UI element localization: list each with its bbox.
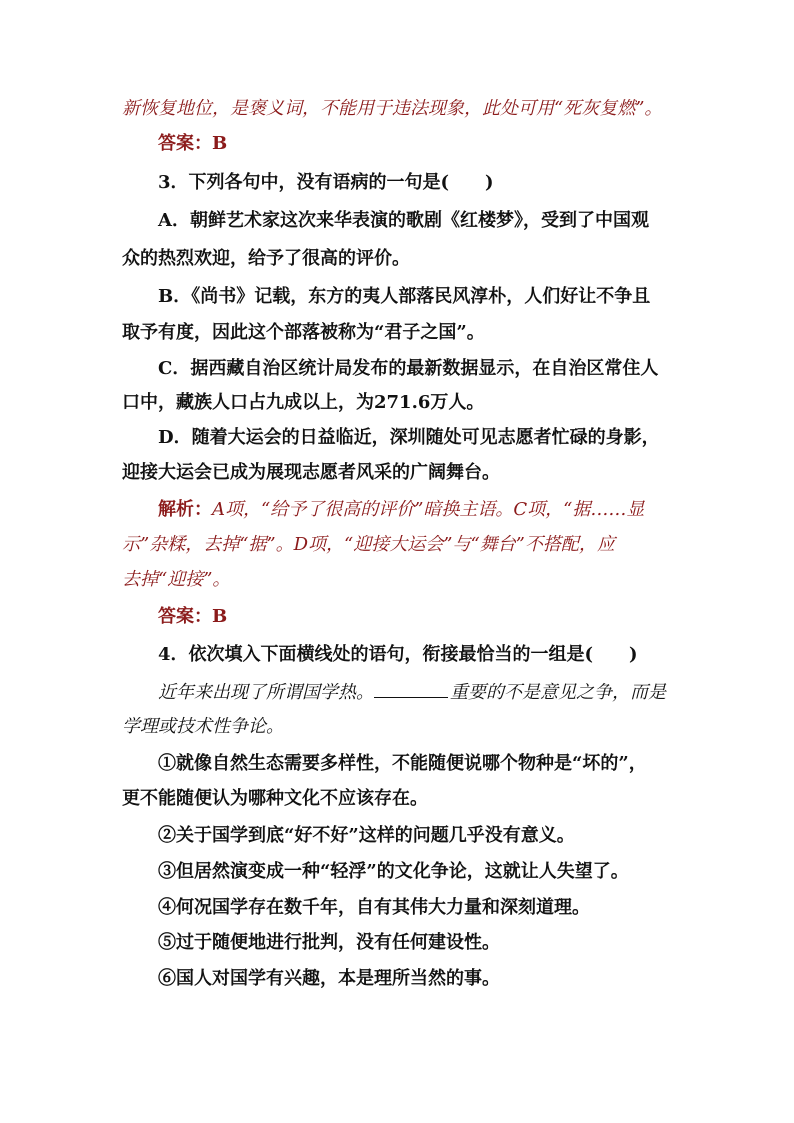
sentence-4: ④何况国学存在数千年，自有其伟大力量和深刻道理。 bbox=[158, 897, 590, 918]
answer-value: B bbox=[212, 606, 228, 627]
sentence-1-line1: ①就像自然生态需要多样性，不能随便说哪个物种是“坏的”， bbox=[158, 753, 647, 774]
explanation-line bbox=[122, 96, 662, 122]
analysis-line3: 去掉“迎接”。 bbox=[122, 569, 231, 590]
option-c-line1: C．据西藏自治区统计局发布的最新数据显示，在自治区常住人 bbox=[158, 358, 659, 379]
explanation-text: 新恢复地位，是褒义词，不能用于违法现象，此处可用“死灰复燃”。 bbox=[122, 98, 663, 119]
passage-text-b: 重要的不是意见之争，而是 bbox=[450, 682, 666, 703]
answer-line-q3 bbox=[158, 604, 227, 630]
option-b-line2: 取予有度，因此这个部落被称为“君子之国”。 bbox=[122, 322, 485, 343]
question-4-stem: 4．依次填入下面横线处的语句，衔接最恰当的一组是( ) bbox=[158, 644, 638, 665]
answer-label: 答案： bbox=[158, 133, 212, 154]
option-d-line1: D．随着大运会的日益临近，深圳随处可见志愿者忙碌的身影， bbox=[158, 427, 660, 448]
option-a-line1: A．朝鲜艺术家这次来华表演的歌剧《红楼梦》，受到了中国观 bbox=[158, 210, 649, 231]
answer-value: B bbox=[212, 133, 228, 154]
sentence-3: ③但居然演变成一种“轻浮”的文化争论，这就让人失望了。 bbox=[158, 861, 629, 882]
option-a-line2: 众的热烈欢迎，给予了很高的评价。 bbox=[122, 248, 410, 269]
analysis-line2: 示”杂糅，去掉“据”。D项，“迎接大运会”与“舞台”不搭配，应 bbox=[122, 534, 615, 555]
passage-line2: 学理或技术性争论。 bbox=[122, 716, 284, 737]
fill-blank bbox=[374, 679, 448, 698]
analysis-line1 bbox=[158, 497, 644, 523]
sentence-1-line2: 更不能随便认为哪种文化不应该存在。 bbox=[122, 788, 428, 809]
sentence-5: ⑤过于随便地进行批判，没有任何建设性。 bbox=[158, 932, 500, 953]
question-3-stem: 3．下列各句中，没有语病的一句是( ) bbox=[158, 172, 494, 193]
analysis-label: 解析： bbox=[158, 499, 212, 520]
analysis-text-1: A项，“给予了很高的评价”暗换主语。C项，“据……显 bbox=[212, 499, 645, 520]
option-c-line2: 口中，藏族人口占九成以上，为271.6万人。 bbox=[122, 392, 485, 413]
passage-line1 bbox=[158, 679, 666, 706]
passage-text-a: 近年来出现了所谓国学热。 bbox=[158, 682, 374, 703]
sentence-6: ⑥国人对国学有兴趣，本是理所当然的事。 bbox=[158, 968, 500, 989]
sentence-2: ②关于国学到底“好不好”这样的问题几乎没有意义。 bbox=[158, 825, 575, 846]
option-b-line1: B．《尚书》记载，东方的夷人部落民风淳朴，人们好让不争且 bbox=[158, 286, 651, 307]
option-d-line2: 迎接大运会已成为展现志愿者风采的广阔舞台。 bbox=[122, 462, 500, 483]
answer-label: 答案： bbox=[158, 606, 212, 627]
answer-line bbox=[158, 131, 227, 157]
